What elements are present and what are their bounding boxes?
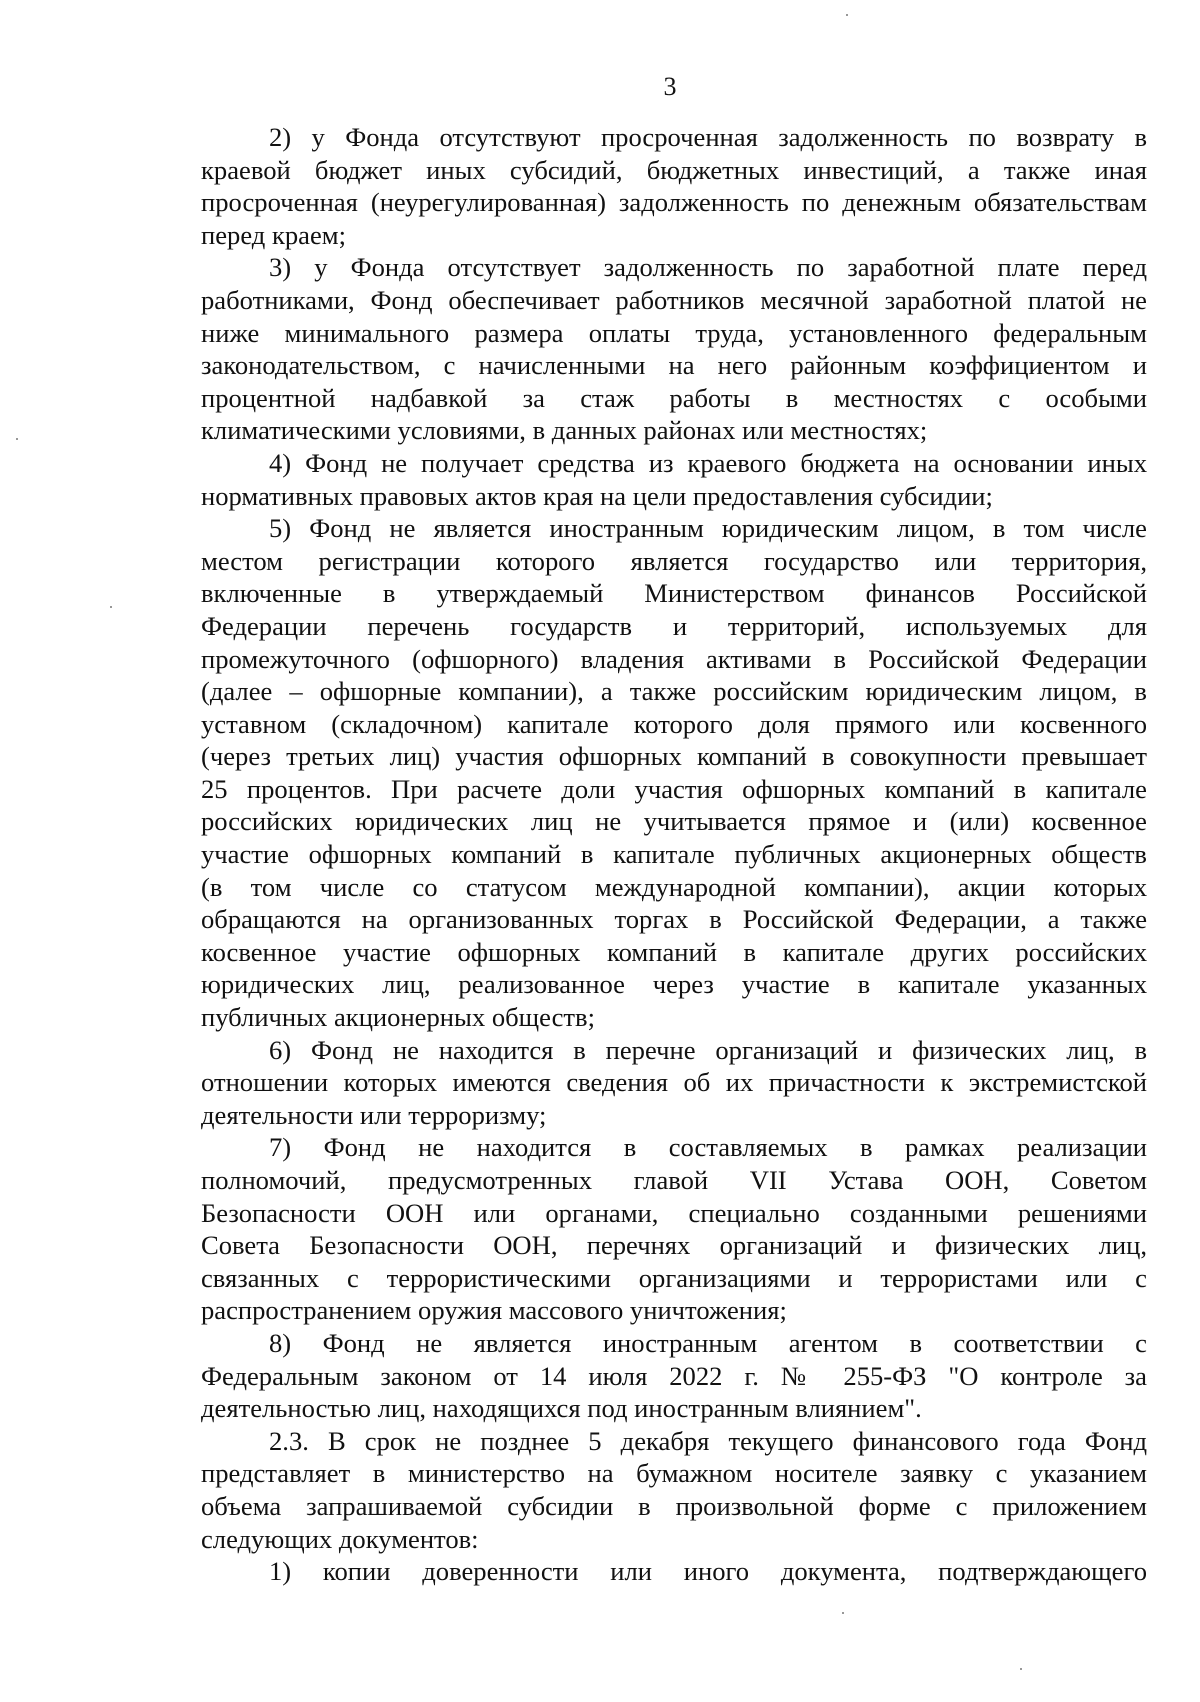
text-line: участие офшорных компаний в капитале публичных акционерных обществ (201, 839, 1147, 870)
paragraph-item-2 (201, 121, 1147, 251)
text-line: публичных акционерных обществ; (201, 1002, 595, 1033)
paragraph-item-8 (201, 1327, 1147, 1425)
text-line: включенные в утверждаемый Министерством финансов Российской (201, 578, 1147, 609)
text-line: 25 процентов. При расчете доли участия офшорных компаний в капитале (201, 773, 1147, 804)
text-line: 2) у Фонда отсутствуют просроченная задолженность по возврату в (269, 122, 1147, 152)
text-line: (через третьих лиц) участия офшорных компаний в совокупности превышает (201, 741, 1147, 772)
text-line: 6) Фонд не находится в перечне организаций и физических лиц, в (269, 1034, 1147, 1065)
text-line: полномочий, предусмотренных главой VII Устава ООН, Советом (201, 1165, 1147, 1195)
text-line: законодательством, с начисленными на него районным коэффициентом и (201, 350, 1147, 381)
text-line: уставном (складочном) капитале которого доля прямого или косвенного (201, 708, 1147, 739)
text-line: (далее – офшорные компании), а также российским юридическим лицом, в (201, 676, 1147, 707)
text-line: (в том числе со статусом международной компании), акции которых (201, 871, 1147, 902)
text-line: 4) Фонд не получает средства из краевого бюджета на основании иных (269, 447, 1147, 478)
text-line: 2.3. В срок не позднее 5 декабря текущего финансового года Фонд (269, 1425, 1147, 1456)
text-line: Федерации перечень государств и территорий, используемых для (201, 610, 1147, 641)
text-line: 5) Фонд не является иностранным юридическим лицом, в том числе (269, 513, 1147, 544)
paragraph-clause-2-3 (201, 1425, 1147, 1555)
paragraph-item-5 (201, 512, 1147, 1034)
text-line: промежуточного (офшорного) владения активами в Российской Федерации (201, 643, 1147, 674)
paragraph-item-3 (201, 251, 1147, 447)
text-line: краевой бюджет иных субсидий, бюджетных инвестиций, а также иная (201, 154, 1147, 185)
text-line: 3) у Фонда отсутствует задолженность по заработной плате перед (269, 252, 1147, 283)
text-line: деятельности или терроризму; (201, 1099, 547, 1130)
document-body (201, 121, 1147, 1588)
text-line: ниже минимального размера оплаты труда, установленного федеральным (201, 317, 1147, 348)
text-line: 1) копии доверенности или иного документа, подтверждающего (269, 1556, 1147, 1587)
text-line: Безопасности ООН или органами, специально созданными решениями (201, 1197, 1147, 1228)
text-line: объема запрашиваемой субсидии в произвольной форме с приложением (201, 1490, 1147, 1521)
text-line: Федеральным законом от 14 июля 2022 г. № 255-ФЗ "О контроле за (201, 1360, 1147, 1391)
paragraph-item-7 (201, 1131, 1147, 1327)
text-line: нормативных правовых актов края на цели предоставления субсидии; (201, 480, 993, 511)
text-line: распространением оружия массового уничтожения; (201, 1295, 787, 1326)
text-line: климатическими условиями, в данных районах или местностях; (201, 415, 928, 446)
text-line: процентной надбавкой за стаж работы в местностях с особыми (201, 382, 1147, 413)
paragraph-doc-item-1 (201, 1555, 1147, 1588)
text-line: деятельностью лиц, находящихся под иностранным влиянием". (201, 1393, 922, 1424)
text-line: работниками, Фонд обеспечивает работников месячной заработной платой не (201, 284, 1147, 315)
text-line: представляет в министерство на бумажном носителе заявку с указанием (201, 1458, 1147, 1489)
text-line: российских юридических лиц не учитывается прямое и (или) косвенное (201, 806, 1147, 837)
paragraph-item-4 (201, 447, 1147, 512)
text-line: 7) Фонд не находится в составляемых в рамках реализации (269, 1132, 1147, 1163)
text-line: следующих документов: (201, 1523, 479, 1554)
page-number: 3 (663, 72, 677, 101)
text-line: Совета Безопасности ООН, перечнях организаций и физических лиц, (201, 1230, 1147, 1261)
text-line: обращаются на организованных торгах в Российской Федерации, а также (201, 904, 1147, 935)
text-line: 8) Фонд не является иностранным агентом в соответствии с (269, 1327, 1147, 1358)
paragraph-item-6 (201, 1034, 1147, 1132)
text-line: связанных с террористическими организациями и террористами или с (201, 1262, 1147, 1293)
text-line: косвенное участие офшорных компаний в капитале других российских (201, 936, 1147, 967)
text-line: местом регистрации которого является государство или территория, (201, 545, 1147, 576)
text-line: перед краем; (201, 219, 347, 250)
text-line: просроченная (неурегулированная) задолженность по денежным обязательствам (201, 187, 1147, 218)
text-line: юридических лиц, реализованное через участие в капитале указанных (201, 969, 1147, 1000)
text-line: отношении которых имеются сведения об их причастности к экстремистской (201, 1067, 1147, 1098)
